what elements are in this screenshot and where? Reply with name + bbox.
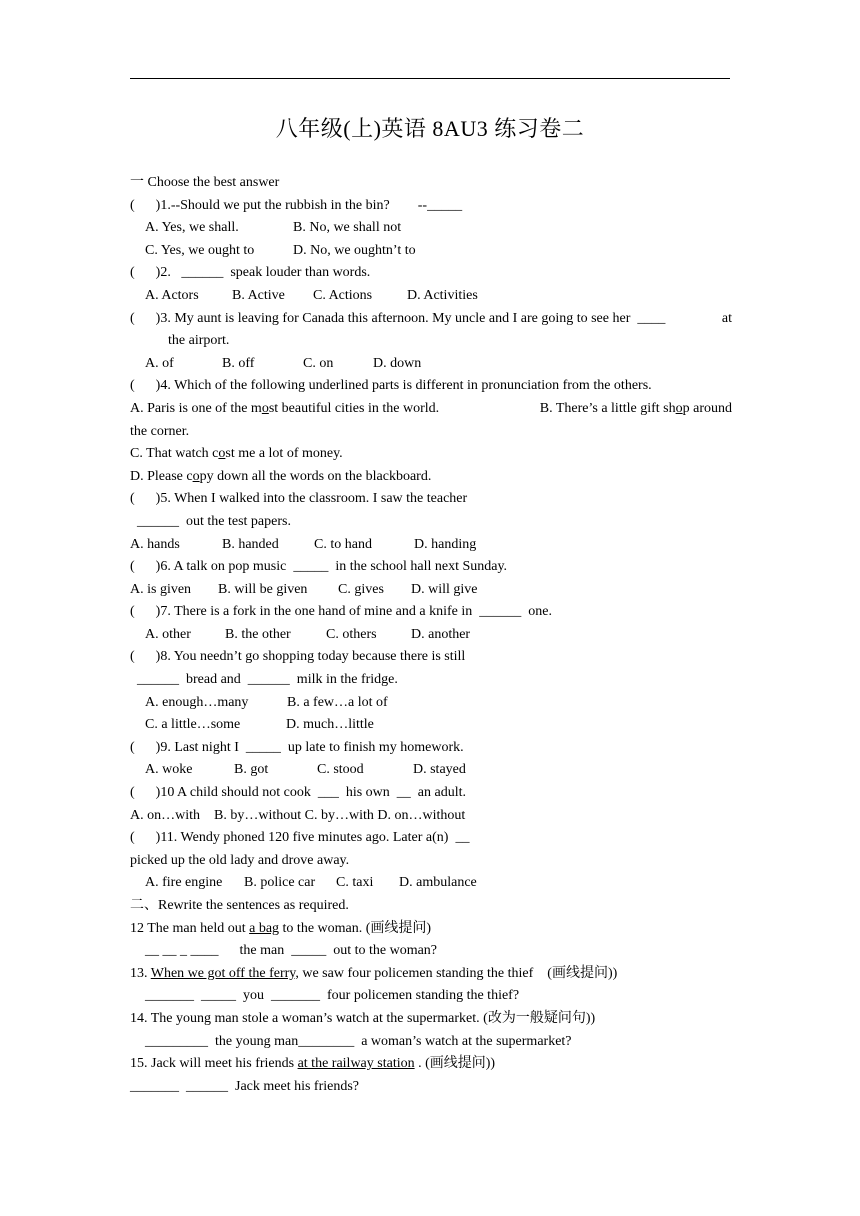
option-d: D. another [411, 626, 471, 642]
question-8-stem: ( )8. You needn’t go shopping today because there is still [130, 649, 466, 665]
option-a: A. fire engine [145, 875, 223, 891]
option-d-text-rest: py down all the words on the blackboard. [199, 468, 432, 484]
underlined-phrase: When we got off the ferry, [150, 965, 299, 981]
option-b: B. the other [225, 626, 291, 642]
question-15-text: 15. Jack will meet his friends [130, 1056, 298, 1072]
option-c-text-rest: st me a lot of money. [225, 446, 343, 462]
option-b: B. will be given [218, 581, 308, 597]
option-b-text: B. There’s a little gift sh [539, 400, 676, 416]
question-13-text-rest: we saw four policemen standing the thief (画线提问)) [298, 965, 618, 981]
underlined-letter: o [675, 400, 683, 416]
option-a: A. Actors [145, 287, 199, 303]
underlined-phrase: at the railway station [297, 1056, 415, 1072]
option-d-text: D. Please c [130, 468, 193, 484]
option-b: B. No, we shall not [293, 220, 402, 236]
question-11-stem-continued: picked up the old lady and drove away. [130, 852, 350, 868]
question-8-options-row-2 [130, 714, 732, 737]
question-12-stem [130, 918, 732, 941]
question-11-stem: ( )11. Wendy phoned 120 five minutes ago. Later a(n) __ [130, 830, 470, 846]
question-9-options [130, 759, 732, 782]
question-2-options [130, 285, 732, 308]
question-12-text: 12 The man held out [130, 920, 250, 936]
option-c: C. taxi [336, 875, 374, 891]
question-4-options-ab [130, 398, 732, 421]
option-c: C. others [326, 626, 377, 642]
option-a-text-rest: st beautiful cities in the world. [268, 400, 440, 416]
question-5-stem: ( )5. When I walked into the classroom. I saw the teacher [130, 491, 468, 507]
question-10-options: A. on…with B. by…without C. by…with D. on…without [130, 807, 466, 823]
question-3-stem-continued: the airport. [168, 333, 230, 349]
option-d: D. No, we oughtn’t to [293, 242, 416, 258]
question-14-stem: 14. The young man stole a woman’s watch at the supermarket. (改为一般疑问句)) [130, 1010, 596, 1026]
option-b-continued: the corner. [130, 423, 190, 439]
question-5-stem-continued: ______ out the test papers. [130, 513, 291, 529]
option-c: C. on [303, 355, 334, 371]
option-b: B. handed [222, 536, 279, 552]
option-a: A. other [145, 626, 191, 642]
question-4-stem: ( )4. Which of the following underlined parts is different in pronunciation from the others. [130, 378, 652, 394]
option-d: D. down [373, 355, 422, 371]
question-8-stem-continued: ______ bread and ______ milk in the fridge. [130, 672, 398, 688]
question-3-options [130, 353, 732, 376]
underlined-phrase: a bag [249, 920, 280, 936]
question-13-text: 13. [130, 965, 151, 981]
option-d: D. will give [411, 581, 478, 597]
option-b: B. got [234, 762, 269, 778]
question-1-options-row-2 [130, 240, 732, 263]
question-10-stem: ( )10 A child should not cook ___ his own __ an adult. [130, 785, 466, 801]
option-a: A. hands [130, 536, 180, 552]
option-b: B. off [222, 355, 255, 371]
worksheet-body [130, 172, 732, 1098]
question-14-answer-line: _________ the young man________ a woman’s watch at the supermarket? [145, 1033, 572, 1049]
option-a: A. of [145, 355, 174, 371]
question-6-stem: ( )6. A talk on pop music _____ in the school hall next Sunday. [130, 559, 508, 575]
option-c: C. Actions [313, 287, 373, 303]
question-13-stem [130, 963, 732, 986]
question-3-stem-text: ( )3. My aunt is leaving for Canada this afternoon. My uncle and I are going to see her ____ [130, 310, 666, 326]
option-a [130, 398, 439, 421]
question-11-options [130, 872, 732, 895]
option-b-text-rest: p around [682, 400, 732, 416]
option-d: D. Activities [407, 287, 478, 303]
underlined-letter: o [218, 446, 226, 462]
section-1-heading: 一 Choose the best answer [130, 175, 280, 190]
question-12-text-rest: to the woman. (画线提问) [279, 920, 432, 936]
option-d [130, 466, 732, 489]
option-a: A. woke [145, 762, 193, 778]
page-title: 八年级(上)英语 8AU3 练习卷二 [275, 116, 585, 141]
option-c: C. gives [338, 581, 384, 597]
question-13-answer-line: _______ _____ you _______ four policemen standing the thief? [145, 988, 520, 1004]
option-d: D. much…little [286, 717, 374, 733]
option-b [540, 398, 732, 421]
option-c: C. a little…some [145, 717, 241, 733]
question-7-options [130, 624, 732, 647]
option-a: A. enough…many [145, 694, 249, 710]
question-3-stem-end: at [721, 310, 732, 326]
question-9-stem: ( )9. Last night I _____ up late to finish my homework. [130, 739, 464, 755]
option-a-text: A. Paris is one of the m [130, 400, 262, 416]
question-1-options-row-1 [130, 217, 732, 240]
question-7-stem: ( )7. There is a fork in the one hand of mine and a knife in ______ one. [130, 604, 552, 620]
option-c: C. stood [317, 762, 364, 778]
underlined-letter: o [261, 400, 269, 416]
option-a: A. is given [130, 581, 192, 597]
question-15-text-rest: . (画线提问)) [414, 1056, 496, 1072]
option-c: C. to hand [314, 536, 372, 552]
option-a: A. Yes, we shall. [145, 220, 239, 236]
question-15-answer-line: _______ ______ Jack meet his friends? [130, 1078, 360, 1094]
option-b: B. Active [232, 287, 285, 303]
option-d: D. handing [414, 536, 477, 552]
option-c [130, 443, 732, 466]
option-b: B. a few…a lot of [287, 694, 388, 710]
question-6-options [130, 579, 732, 602]
question-3-stem [130, 308, 732, 331]
option-d: D. ambulance [399, 875, 477, 891]
header-rule [130, 78, 730, 79]
option-c: C. Yes, we ought to [145, 242, 255, 258]
question-1-stem: ( )1.--Should we put the rubbish in the bin? --_____ [130, 197, 463, 213]
question-15-stem [130, 1053, 732, 1076]
option-b: B. police car [244, 875, 316, 891]
question-5-options [130, 534, 732, 557]
question-2-stem: ( )2. ______ speak louder than words. [130, 265, 371, 281]
section-2-heading: 二、Rewrite the sentences as required. [130, 898, 349, 913]
question-8-options-row-1 [130, 692, 732, 715]
option-c-text: C. That watch c [130, 446, 219, 462]
option-d: D. stayed [413, 762, 466, 778]
question-12-answer-line: __ __ _ ____ the man _____ out to the woman? [145, 943, 438, 959]
underlined-letter: o [192, 468, 200, 484]
